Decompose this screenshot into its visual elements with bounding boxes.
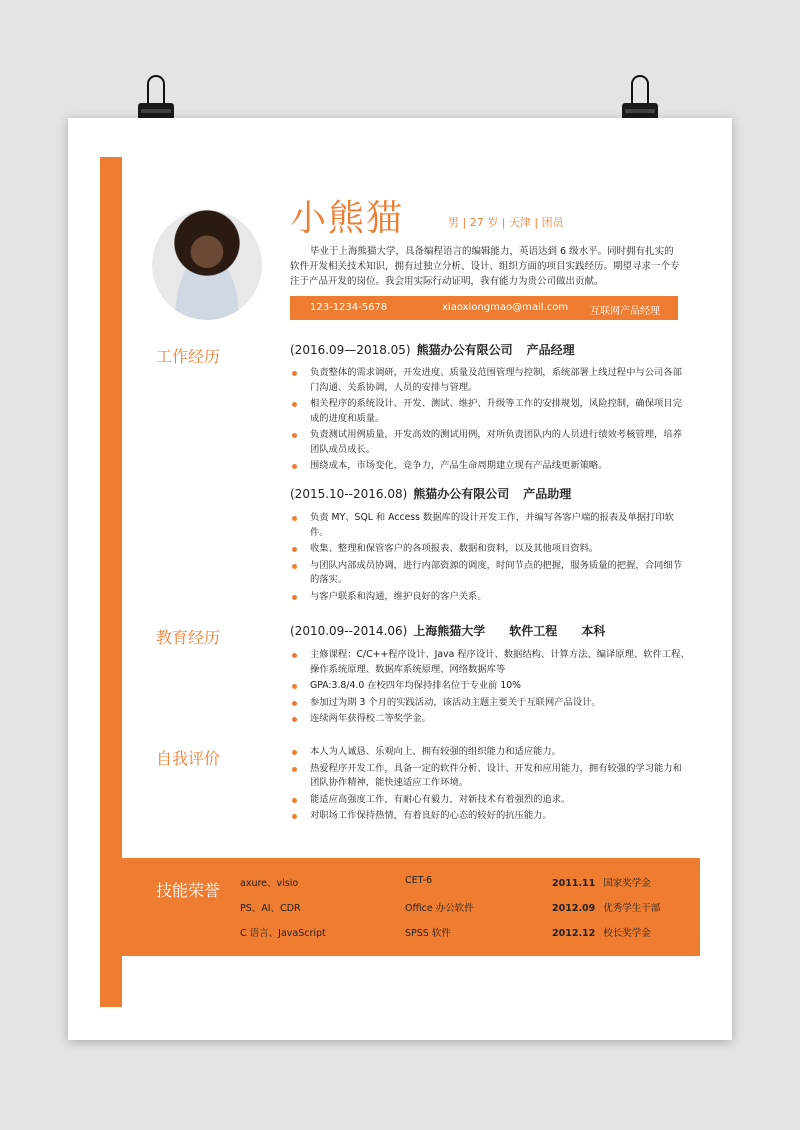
list-item: 热爱程序开发工作，具备一定的软件分析、设计、开发和应用能力，拥有较强的学习能力和团队协作精神，能快速适应工作环境。 [290, 762, 690, 791]
list-item: 连续两年获得校二等奖学金。 [290, 712, 690, 727]
skill-item: CET-6 [405, 875, 433, 886]
award-year: 2011.11 [552, 878, 596, 889]
award-name: 校长奖学金 [603, 928, 651, 939]
job-period: (2016.09—2018.05) [290, 343, 411, 357]
self-evaluation-list [290, 745, 690, 826]
education-period: (2010.09--2014.06) [290, 624, 408, 638]
award-name: 优秀学生干部 [603, 903, 661, 914]
major: 软件工程 [509, 624, 558, 638]
award-item [552, 900, 660, 914]
target-position: 互联网产品经理 [590, 306, 660, 317]
job-period: (2015.10--2016.08) [290, 487, 408, 501]
award-year: 2012.12 [552, 928, 596, 939]
skills-panel [122, 858, 700, 956]
job-duties-list [290, 511, 690, 606]
school: 上海熊猫大学 [413, 624, 486, 638]
award-item [552, 875, 651, 889]
phone: 123-1234-5678 [310, 302, 388, 313]
list-item: 参加过为期 3 个月的实践活动，该活动主题主要关于互联网产品设计。 [290, 696, 690, 711]
list-item: 负责测试用例质量，开发高效的测试用例，对所负责团队内的人员进行绩效考核管理，培养团队成员成长。 [290, 428, 690, 457]
skill-item: SPSS 软件 [405, 928, 451, 939]
section-title-skills: 技能荣誉 [156, 881, 221, 900]
list-item: GPA:3.8/4.0 在校四年均保持排名位于专业前 10% [290, 679, 690, 694]
email: xiaoxiongmao@mail.com [442, 302, 569, 313]
skill-item: Office 办公软件 [405, 903, 474, 914]
job-role: 产品助理 [523, 487, 572, 501]
list-item: 与团队内部成员协调，进行内部资源的调度，时间节点的把握，服务质量的把握，合同细节的落实。 [290, 559, 690, 588]
skill-item: C 语言、JavaScript [240, 928, 326, 939]
job-heading [290, 341, 575, 358]
education-list [290, 648, 690, 729]
list-item: 与客户联系和沟通，维护良好的客户关系。 [290, 590, 690, 605]
list-item: 本人为人诚恳、乐观向上、拥有较强的组织能力和适应能力。 [290, 745, 690, 760]
list-item: 负责整体的需求调研，开发进度、质量及范围管理与控制，系统部署上线过程中与公司各部门沟通、关系协调，人员的安排与管理。 [290, 366, 690, 395]
resume-name: 小熊猫 [290, 198, 405, 239]
list-item: 主修课程：C/C++程序设计、Java 程序设计、数据结构、计算方法、编译原理、软件工程、操作系统原理、数据库系统原理、网络数据库等 [290, 648, 690, 677]
list-item: 负责 MY、SQL 和 Access 数据库的设计开发工作，并编写各客户端的报表及单据打印软件。 [290, 511, 690, 540]
intro-text: 毕业于上海熊猫大学，具备编程语言的编辑能力，英语达到 6 级水平。同时拥有扎实的软件开发相关技术知识，拥有过独立分析、设计、组织方面的项目实践经历。期望寻求一个专注于产品开发的岗位。我会用实际行动证明，我有能力为贵公司做出贡献。 [290, 246, 680, 287]
job-company: 熊猫办公有限公司 [413, 487, 510, 501]
degree: 本科 [581, 624, 606, 638]
section-title-self: 自我评价 [156, 749, 221, 768]
job-company: 熊猫办公有限公司 [416, 343, 513, 357]
skill-item: axure、visio [240, 878, 299, 889]
award-item [552, 925, 651, 939]
education-heading [290, 622, 605, 639]
list-item: 对职场工作保持热情，有着良好的心态的较好的抗压能力。 [290, 809, 690, 824]
award-name: 国家奖学金 [603, 878, 651, 889]
personal-meta: 男 | 27 岁 | 天津 | 团员 [448, 216, 564, 229]
list-item: 能适应高强度工作，有耐心有毅力，对新技术有着强烈的追求。 [290, 793, 690, 808]
skill-item: PS、AI、CDR [240, 903, 301, 914]
accent-sidebar [100, 157, 122, 1007]
list-item: 收集、整理和保管客户的各项报表、数据和资料，以及其他项目资料。 [290, 542, 690, 557]
job-role: 产品经理 [526, 343, 575, 357]
section-title-work: 工作经历 [156, 347, 221, 366]
avatar [152, 210, 262, 320]
job-heading [290, 485, 571, 502]
award-year: 2012.09 [552, 903, 596, 914]
list-item: 相关程序的系统设计、开发、测试、维护、升级等工作的安排规划，风险控制，确保项目完成的进度和质量。 [290, 397, 690, 426]
section-title-education: 教育经历 [156, 628, 221, 647]
contact-bar [290, 296, 678, 320]
list-item: 围绕成本，市场变化，竞争力，产品生命周期建立现有产品线更新策略。 [290, 459, 690, 474]
job-duties-list [290, 366, 690, 476]
